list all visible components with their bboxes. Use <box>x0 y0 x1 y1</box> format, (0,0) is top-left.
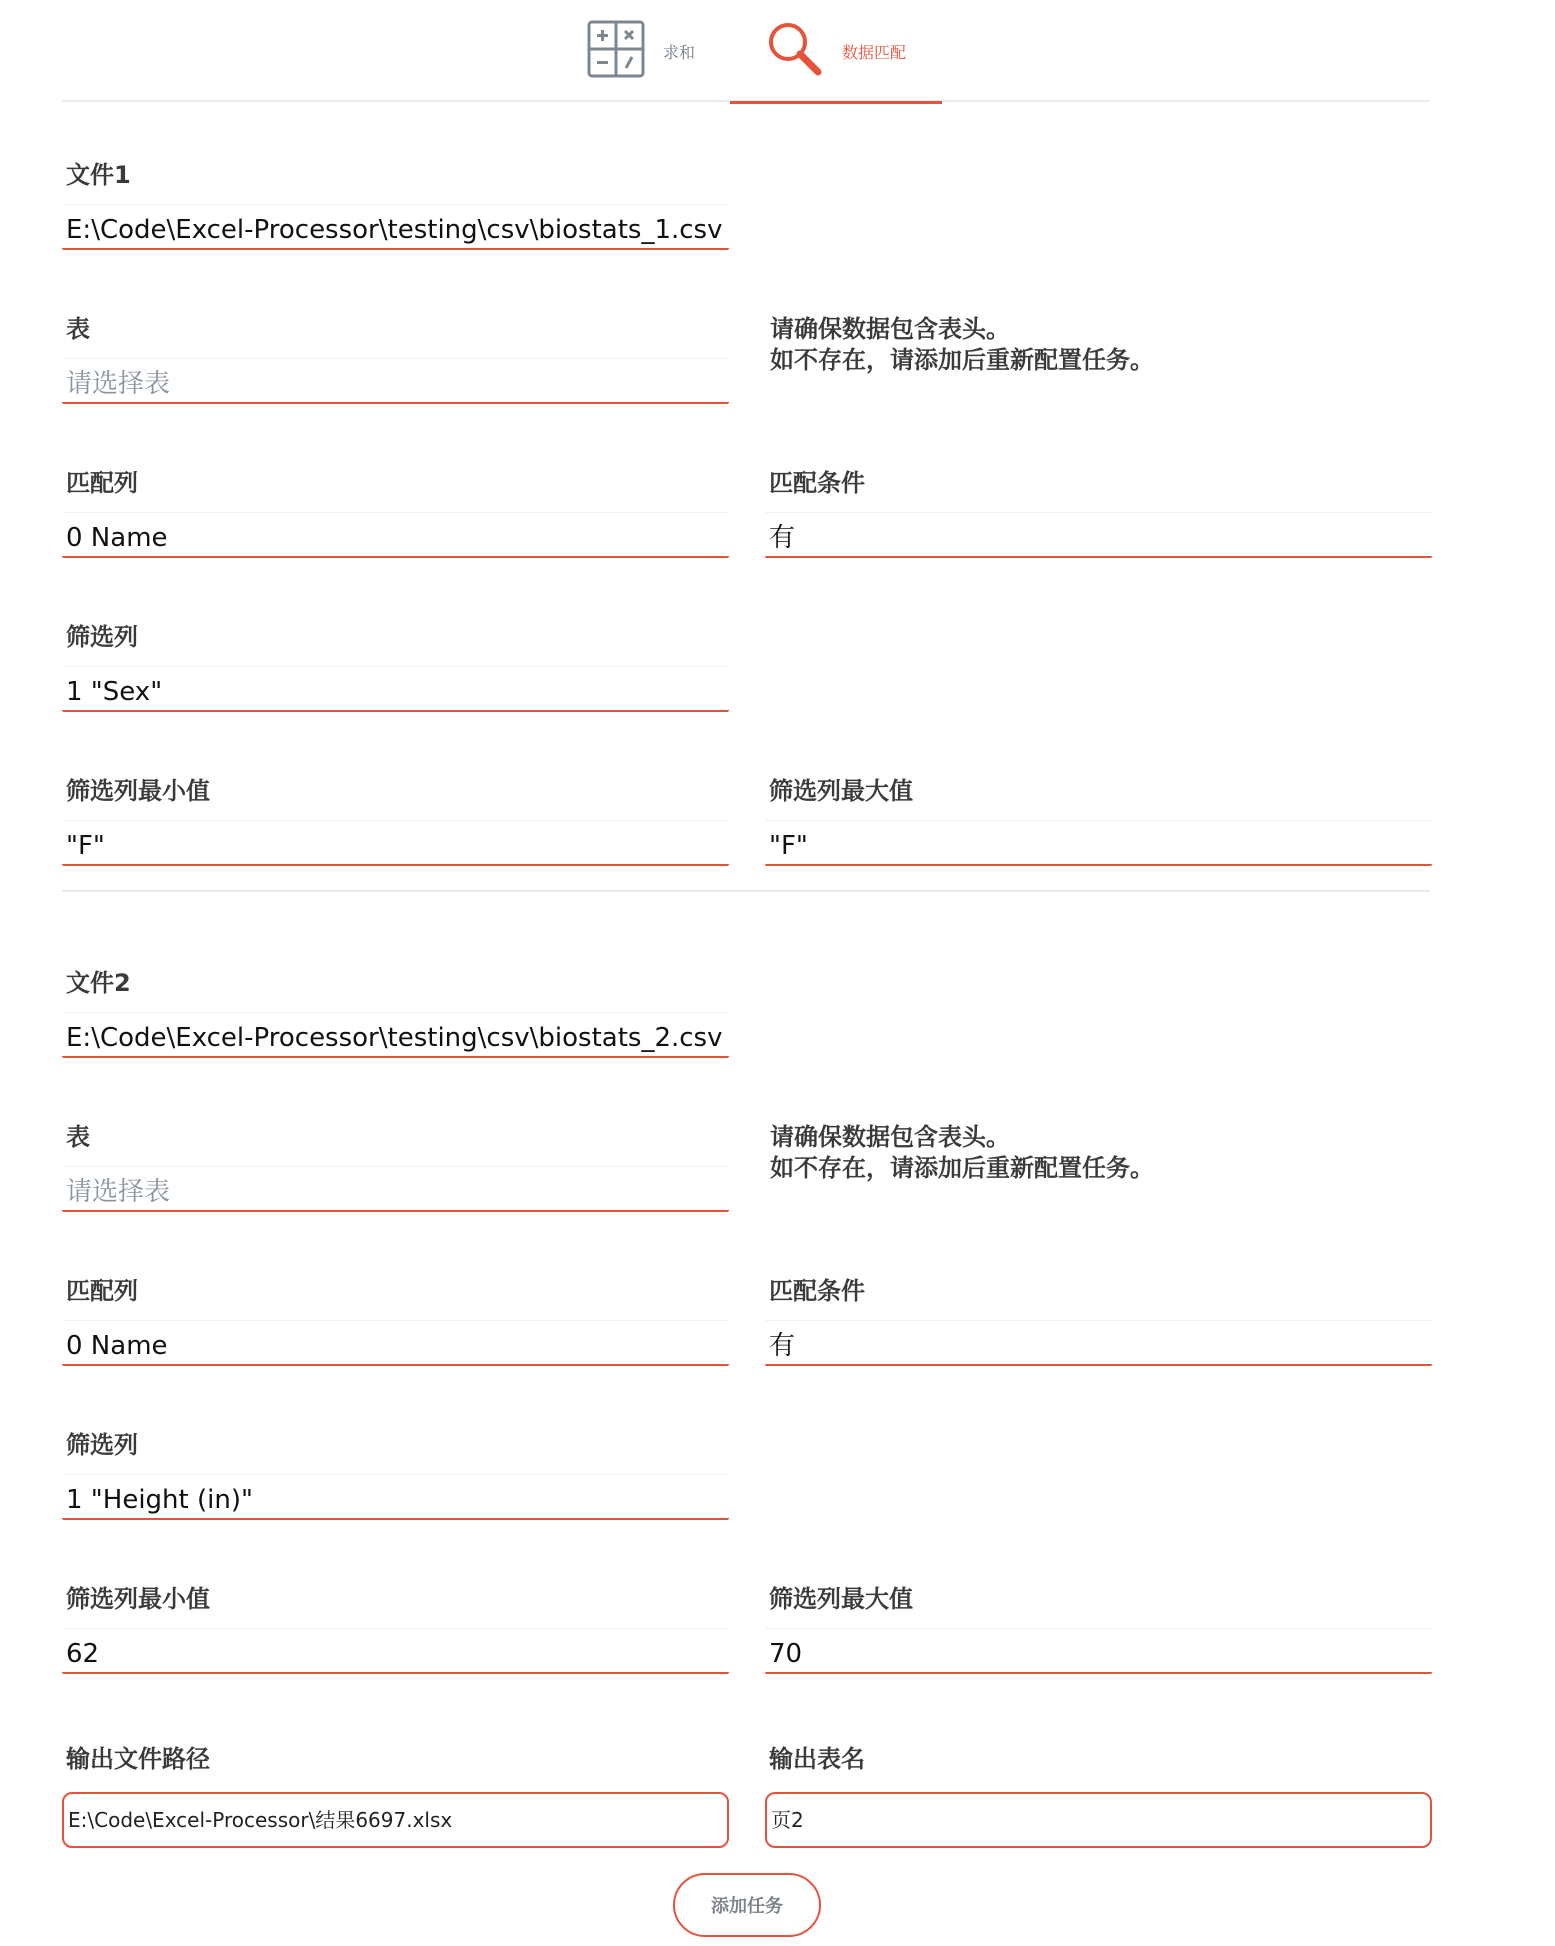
file2-field <box>62 966 729 1058</box>
sheet2-select[interactable]: 请选择表 <box>62 1166 729 1212</box>
filter-max2-label: 筛选列最大值 <box>769 1585 913 1613</box>
filter-max1-field <box>765 774 1432 866</box>
filter-min2-label: 筛选列最小值 <box>66 1585 210 1613</box>
match-cond2-label: 匹配条件 <box>769 1277 865 1305</box>
filter-col1-field <box>62 620 729 712</box>
match-col1-select[interactable]: 0 Name <box>62 512 729 558</box>
filter-max2-input[interactable]: 70 <box>765 1628 1432 1674</box>
match-cond2-field <box>765 1274 1432 1366</box>
tab-data-match-label: 数据匹配 <box>841 42 906 62</box>
sheet1-label: 表 <box>66 315 90 343</box>
filter-min1-label: 筛选列最小值 <box>66 777 210 805</box>
filter-max1-label: 筛选列最大值 <box>769 777 913 805</box>
header-note-2-line1: 请确保数据包含表头。 <box>770 1123 1010 1151</box>
match-col2-field <box>62 1274 729 1366</box>
match-cond2-select[interactable]: 有 <box>765 1320 1432 1366</box>
file1-field <box>62 158 729 250</box>
output-path-label: 输出文件路径 <box>66 1745 210 1773</box>
filter-col2-select[interactable]: 1 "Height (in)" <box>62 1474 729 1520</box>
filter-min2-input[interactable]: 62 <box>62 1628 729 1674</box>
filter-min2-field <box>62 1582 729 1674</box>
match-col2-label: 匹配列 <box>66 1277 138 1305</box>
header-note-2-line2: 如不存在，请添加后重新配置任务。 <box>770 1154 1154 1182</box>
output-sheet-name-label: 输出表名 <box>769 1745 865 1773</box>
file1-label: 文件1 <box>66 161 131 189</box>
group-divider <box>62 890 1430 892</box>
match-cond1-field <box>765 466 1432 558</box>
tab-bar <box>62 0 1430 102</box>
sheet2-label: 表 <box>66 1123 90 1151</box>
match-cond1-select[interactable]: 有 <box>765 512 1432 558</box>
output-path-field <box>62 1742 729 1848</box>
file2-label: 文件2 <box>66 969 131 997</box>
add-task-button[interactable]: 添加任务 <box>673 1873 821 1937</box>
header-note-2 <box>770 1122 1154 1184</box>
match-col2-select[interactable]: 0 Name <box>62 1320 729 1366</box>
match-cond1-label: 匹配条件 <box>769 469 865 497</box>
search-icon <box>766 20 824 83</box>
match-col1-label: 匹配列 <box>66 469 138 497</box>
sheet1-select[interactable]: 请选择表 <box>62 358 729 404</box>
filter-max2-field <box>765 1582 1432 1674</box>
sheet2-field <box>62 1120 729 1212</box>
filter-col2-label: 筛选列 <box>66 1431 138 1459</box>
output-sheet-name-input[interactable]: 页2 <box>765 1792 1432 1848</box>
filter-col1-label: 筛选列 <box>66 623 138 651</box>
tab-data-match[interactable] <box>730 0 942 102</box>
output-sheet-name-field <box>765 1742 1432 1848</box>
filter-col2-field <box>62 1428 729 1520</box>
match-col1-field <box>62 466 729 558</box>
calculator-icon <box>587 20 645 83</box>
filter-min1-select[interactable]: "F" <box>62 820 729 866</box>
filter-min1-field <box>62 774 729 866</box>
tab-sum-label: 求和 <box>663 42 696 62</box>
header-note-1-line1: 请确保数据包含表头。 <box>770 315 1010 343</box>
output-path-input[interactable]: E:\Code\Excel-Processor\结果6697.xlsx <box>62 1792 729 1848</box>
file1-select[interactable]: E:\Code\Excel-Processor\testing\csv\biostats_1.csv <box>62 204 729 250</box>
filter-col1-select[interactable]: 1 "Sex" <box>62 666 729 712</box>
filter-max1-select[interactable]: "F" <box>765 820 1432 866</box>
header-note-1 <box>770 314 1154 376</box>
file2-select[interactable]: E:\Code\Excel-Processor\testing\csv\biostats_2.csv <box>62 1012 729 1058</box>
sheet1-field <box>62 312 729 404</box>
header-note-1-line2: 如不存在，请添加后重新配置任务。 <box>770 346 1154 374</box>
